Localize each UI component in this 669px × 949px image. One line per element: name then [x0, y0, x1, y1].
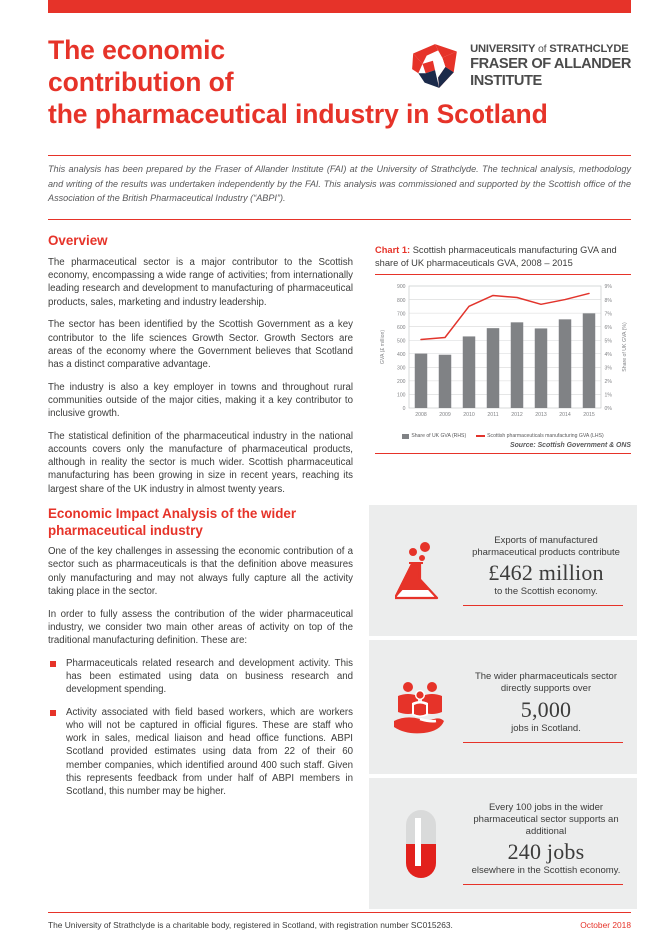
- stat-post-text: to the Scottish economy.: [494, 586, 598, 598]
- stat-body: [463, 535, 631, 607]
- stat-pre-text: Every 100 jobs in the wider pharmaceutical sector supports an additional: [473, 801, 619, 837]
- left-content-column: [48, 232, 353, 808]
- svg-text:300: 300: [397, 365, 406, 372]
- chart-1-panel: [375, 244, 631, 454]
- impact-heading-line-2: pharmaceutical industry: [48, 523, 203, 539]
- svg-text:2015: 2015: [583, 412, 595, 419]
- stat-body: [463, 802, 631, 886]
- footer-divider: [48, 912, 631, 913]
- stat-pre-text: Exports of manufactured pharmaceutical products contribute: [472, 534, 620, 558]
- chart-divider-bottom: [375, 453, 631, 454]
- stat-body: [463, 671, 631, 743]
- top-red-bar: [48, 0, 631, 13]
- svg-text:400: 400: [397, 352, 406, 359]
- svg-text:7%: 7%: [604, 311, 612, 318]
- footer-legal-text: The University of Strathclyde is a charitable body, registered in Scotland, with registration number SC015263.: [48, 920, 453, 930]
- impact-paragraph-1: One of the key challenges in assessing the economic contribution of a sector such as pharmaceuticals is that the definition above measures only manufacturing and may not always fully capture all the activity taking place in the sector.: [48, 546, 353, 597]
- svg-text:2008: 2008: [415, 412, 427, 419]
- legend-swatch-bar-icon: [402, 434, 409, 439]
- stat-pre-text: The wider pharmaceuticals sector directly supports over: [474, 671, 618, 695]
- svg-text:2009: 2009: [439, 412, 451, 419]
- fraser-allander-logo: [409, 40, 631, 92]
- logo-line-1: [470, 43, 631, 56]
- overview-heading: Overview: [48, 233, 108, 248]
- page-title-line3-wrap: [48, 98, 631, 130]
- chart-1-graphic: [375, 280, 631, 432]
- svg-text:6%: 6%: [604, 325, 612, 332]
- svg-text:4%: 4%: [604, 352, 612, 359]
- svg-text:2%: 2%: [604, 379, 612, 386]
- stat-box-jobs-supported: [369, 640, 637, 774]
- impact-bullet-list: [48, 657, 353, 799]
- document-footer: [48, 920, 631, 930]
- stat-box-additional-jobs: [369, 778, 637, 909]
- stat-icon-wrap: [379, 540, 463, 602]
- svg-text:800: 800: [397, 297, 406, 304]
- logo-line-2: FRASER OF ALLANDER: [470, 56, 631, 72]
- list-item: Pharmaceuticals related research and development activity. This has been estimated using data on business research and development spending.: [48, 657, 353, 697]
- legend-item-line: [476, 433, 604, 439]
- legend-item-bars: [402, 433, 466, 439]
- svg-text:900: 900: [397, 284, 406, 291]
- footer-date: October 2018: [580, 920, 631, 930]
- stat-post-text: jobs in Scotland.: [511, 722, 581, 734]
- svg-text:0: 0: [402, 406, 406, 413]
- svg-text:2012: 2012: [511, 412, 523, 419]
- hand-holding-people-icon: [392, 679, 450, 735]
- svg-text:8%: 8%: [604, 297, 612, 304]
- svg-text:1%: 1%: [604, 392, 612, 399]
- stat-icon-wrap: [379, 679, 463, 735]
- svg-text:Share of UK GVA (%): Share of UK GVA (%): [622, 322, 628, 372]
- chart-title-text: Scottish pharmaceuticals manufacturing GVA and share of UK pharmaceuticals GVA, 2008 – 2015: [375, 245, 617, 268]
- svg-text:2013: 2013: [535, 412, 547, 419]
- svg-text:GVA (£ million): GVA (£ million): [380, 330, 386, 365]
- stat-underline: [463, 742, 623, 743]
- svg-text:9%: 9%: [604, 284, 612, 291]
- stat-value: £462 million: [488, 560, 604, 586]
- legend-label-line: Scottish pharmaceuticals manufacturing GVA (LHS): [487, 433, 604, 440]
- impact-heading-line-1: Economic Impact Analysis of the wider: [48, 506, 297, 522]
- title-line-3: the pharmaceutical industry in Scotland: [48, 99, 548, 129]
- chart-title: [375, 244, 631, 269]
- svg-text:2014: 2014: [559, 412, 571, 419]
- svg-text:0%: 0%: [604, 406, 612, 413]
- title-line-2: contribution of: [48, 67, 234, 97]
- svg-text:3%: 3%: [604, 365, 612, 372]
- intro-divider-top: [48, 155, 631, 156]
- svg-text:700: 700: [397, 311, 406, 318]
- svg-text:200: 200: [397, 379, 406, 386]
- legend-swatch-line-icon: [476, 435, 485, 437]
- overview-paragraph-3: The industry is also a key employer in towns and throughout rural communities outside of the major cities, making it a key contributor to inclusive growth.: [48, 381, 353, 420]
- svg-text:5%: 5%: [604, 338, 612, 345]
- stat-post-text: elsewhere in the Scottish economy.: [471, 865, 621, 877]
- intro-divider-bottom: [48, 219, 631, 220]
- overview-paragraph-1: The pharmaceutical sector is a major contributor to the Scottish economy, encompassing a wide range of activities; from internationally leading research and development to manufacturing of pharmaceutical products, sales, marketing and industry leadership.: [48, 257, 353, 308]
- title-line-1: The economic: [48, 35, 225, 65]
- chart-divider-top: [375, 274, 631, 275]
- intro-note: This analysis has been prepared by the Fraser of Allander Institute (FAI) at the University of Strathclyde. The technical analysis, methodology and writing of the results was undertaken independently by the FAI. This analysis was commissioned and supported by the Scottish office of the Association of the British Pharmaceutical Industry (“ABPI”).: [48, 164, 631, 204]
- logo-university-text: UNIVERSITY: [470, 43, 536, 55]
- chart-label: Chart 1:: [375, 245, 411, 255]
- svg-text:600: 600: [397, 325, 406, 332]
- logo-of-text: of: [537, 43, 547, 55]
- logo-strathclyde-text: STRATHCLYDE: [549, 43, 629, 55]
- page-title: [48, 34, 438, 98]
- svg-text:500: 500: [397, 338, 406, 345]
- legend-label-bars: Share of UK GVA (RHS): [411, 433, 467, 440]
- overview-paragraph-2: The sector has been identified by the Scottish Government as a key contributor to the life sciences Growth Sector. Growth Sectors are areas of the economy where the Government believes that Scotland has a distinct comparative advantage.: [48, 319, 353, 370]
- overview-paragraph-4: The statistical definition of the pharmaceutical industry in the national accounts covers only the manufacture of pharmaceutical products, although in reality the sector is much wider. Scottish pharmaceutical manufacturing has been growing in size in recent years, reaching its largest share of the UK industry in almost twenty years.: [48, 430, 353, 495]
- document-header: [48, 34, 631, 149]
- strathclyde-pinwheel-logo-icon: [409, 40, 461, 92]
- stat-underline: [463, 605, 623, 606]
- pill-capsule-icon: [404, 808, 438, 880]
- svg-text:2011: 2011: [487, 412, 499, 419]
- logo-wordmark: [470, 40, 631, 89]
- list-item: Activity associated with field based workers, which are workers who will not be captured in official figures. These are staff who work in sales, medical liaison and head office functions. ABPI Scotland provided estimates using data from 22 of their 60 member companies, which identified around 400 such staff. Given this represents feedback from under half of ABPI members in Scotland, this number may be higher.: [48, 706, 353, 798]
- chart-source: Source: Scottish Government & ONS: [510, 442, 631, 450]
- svg-text:2010: 2010: [463, 412, 475, 419]
- stat-value: 5,000: [520, 696, 572, 722]
- stat-box-exports: [369, 505, 637, 636]
- key-statistics-panel: [369, 505, 637, 909]
- impact-heading: [48, 505, 353, 539]
- stat-value: 240 jobs: [507, 839, 585, 865]
- impact-paragraph-2: In order to fully assess the contribution of the wider pharmaceutical industry, we consider two main other areas of activity on top of the traditional manufacturing definition. These are:: [48, 608, 353, 646]
- stat-underline: [463, 884, 623, 885]
- chart-legend: [375, 433, 631, 439]
- svg-text:100: 100: [397, 392, 406, 399]
- stat-icon-wrap: [379, 808, 463, 880]
- flask-icon: [395, 540, 447, 602]
- logo-line-3: INSTITUTE: [470, 72, 542, 89]
